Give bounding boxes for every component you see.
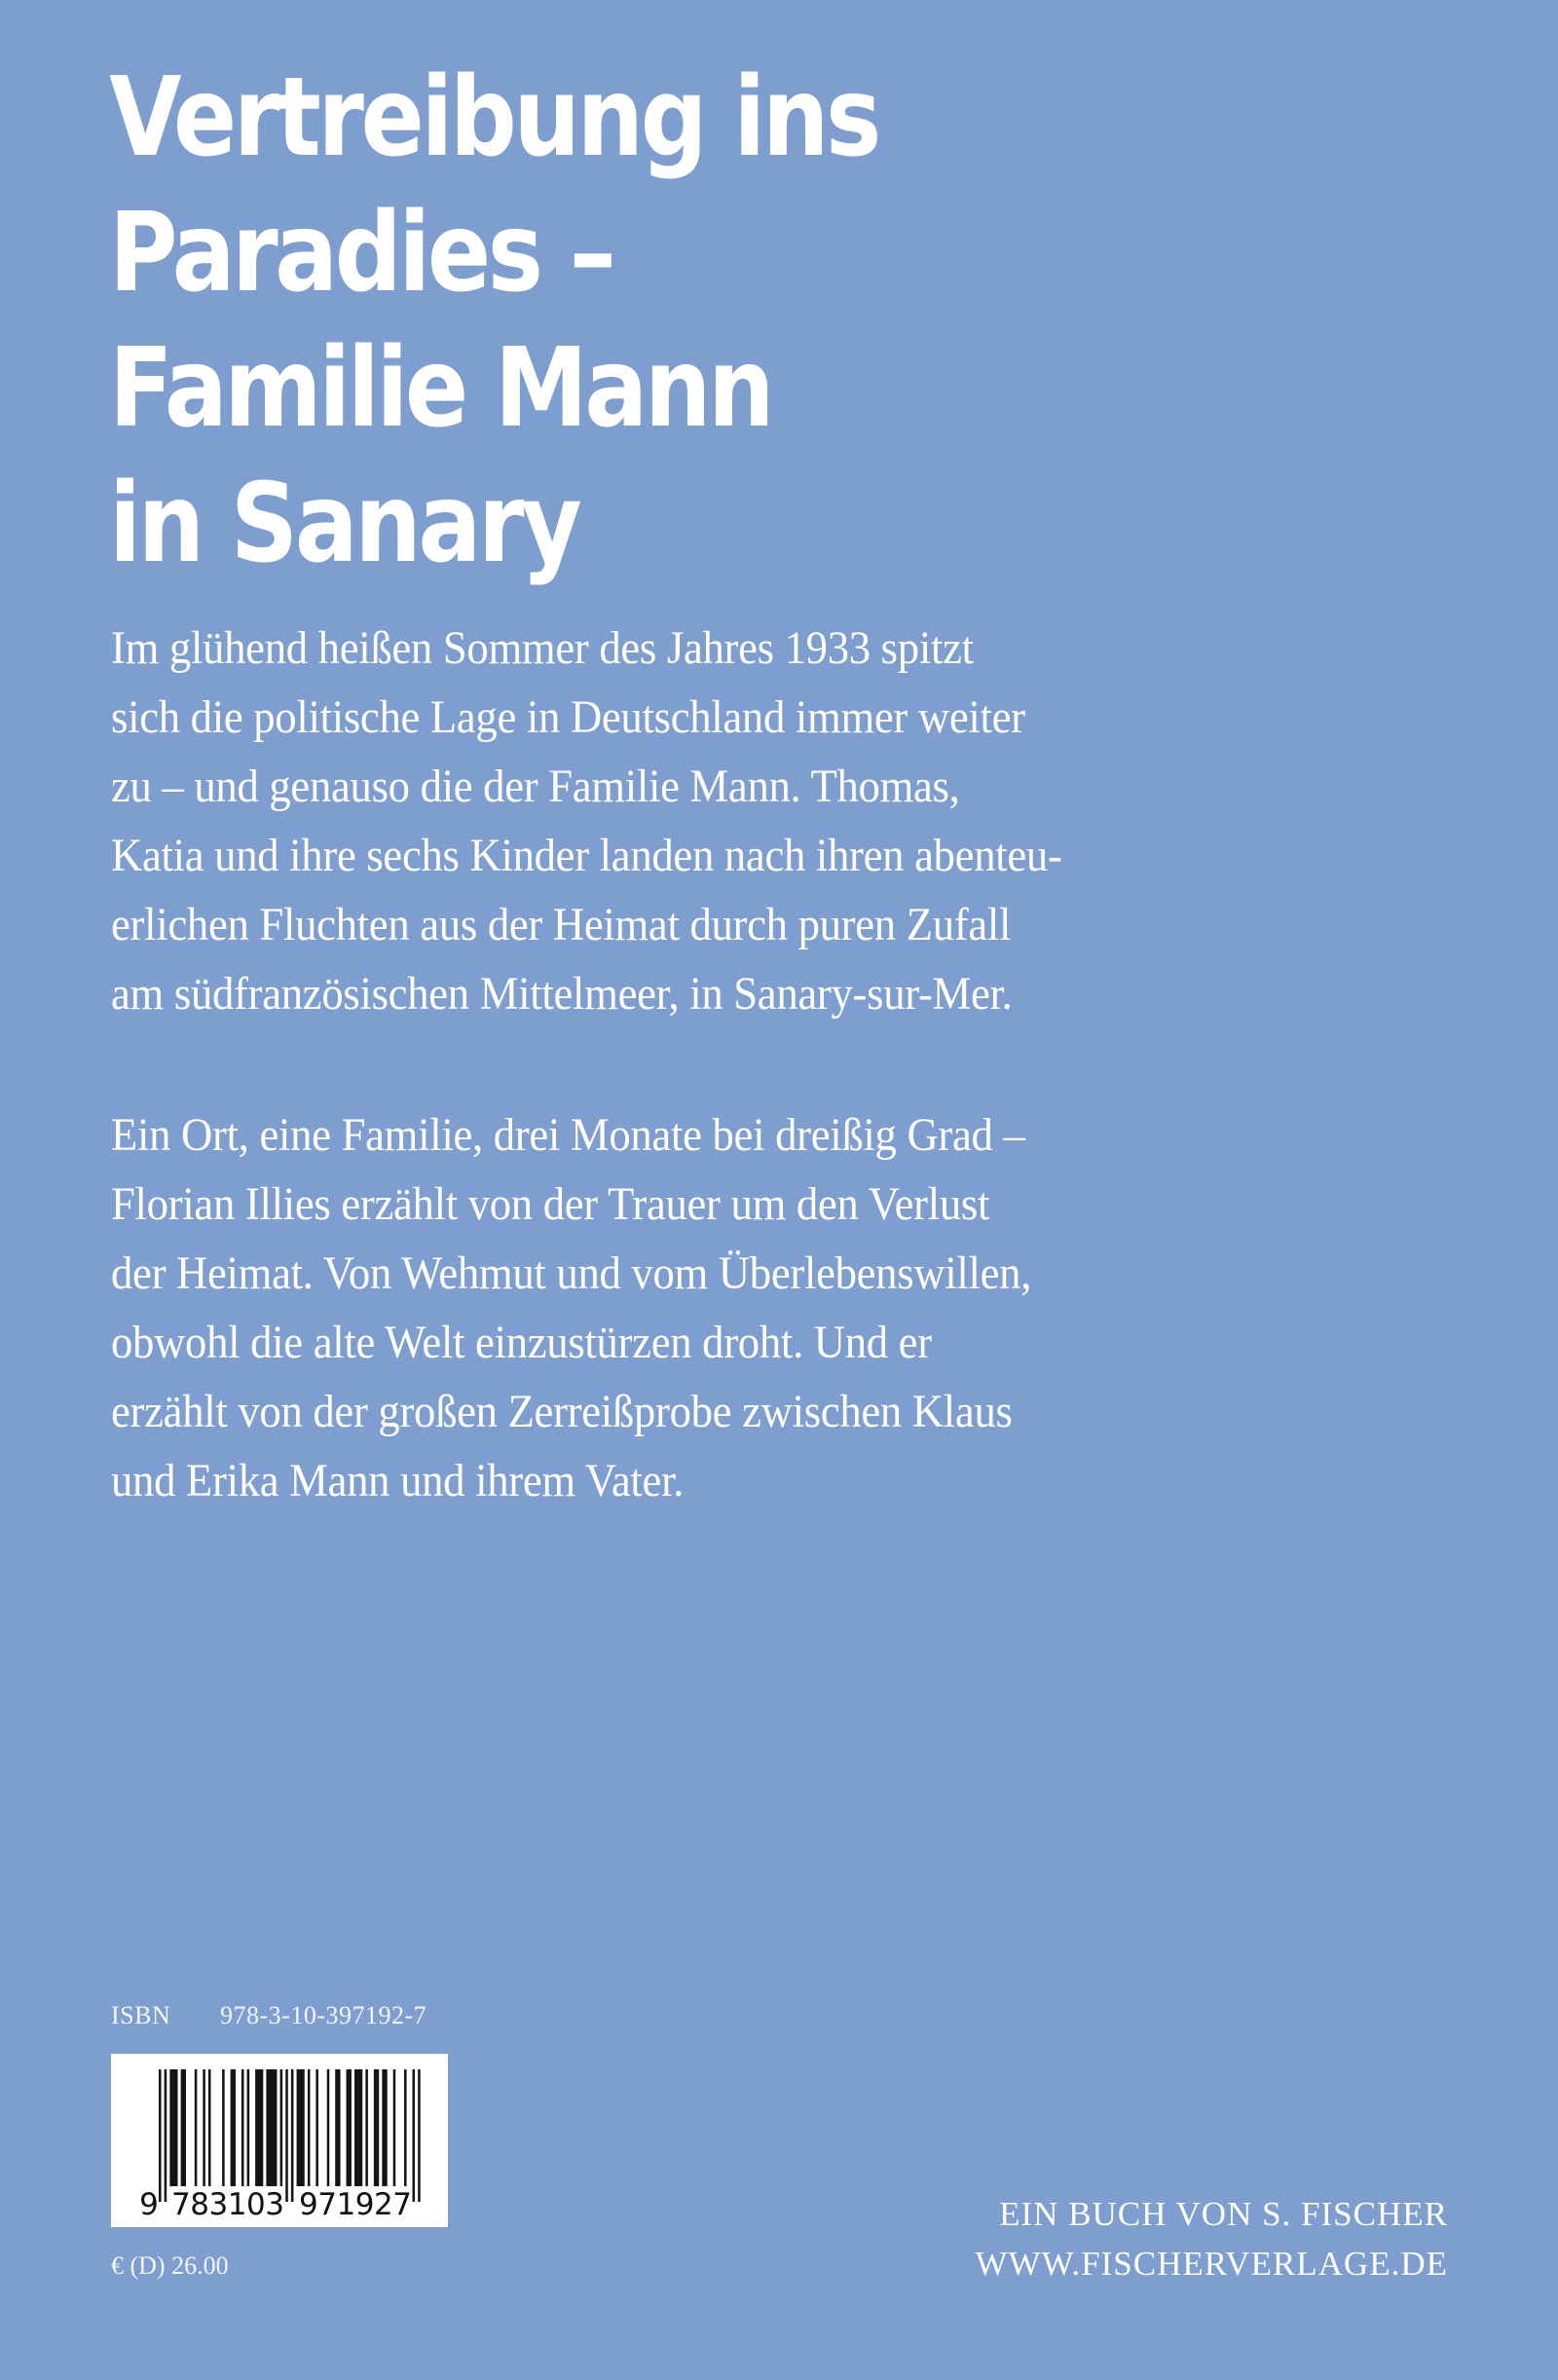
barcode-left-digits: 783103 [171,2187,284,2222]
blurb-line: Ein Ort, eine Familie, drei Monate bei dreißig Grad – [111,1109,1025,1161]
blurb-line: Katia und ihre sechs Kinder landen nach ihren abenteu- [111,830,1062,881]
isbn-number: 978-3-10-397192-7 [220,2001,427,2029]
price: € (D) 26.00 [111,2251,229,2280]
blurb-line: sich die politische Lage in Deutschland immer weiter [111,691,1025,743]
barcode [111,2054,448,2227]
blurb-paragraph-1 [111,614,1379,1028]
barcode-graphic [111,2054,448,2227]
title-line: Familie Mann [109,325,772,452]
blurb-line: und Erika Mann und ihrem Vater. [111,1455,685,1506]
blurb-line: am südfranzösischen Mittelmeer, in Sanary-sur-Mer. [111,968,1013,1020]
title-line: Paradies – [109,190,613,316]
blurb-line: erlichen Fluchten aus der Heimat durch puren Zufall [111,899,1012,950]
barcode-right-digits: 971927 [299,2187,412,2222]
blurb-line: Im glühend heißen Sommer des Jahres 1933 spitzt [111,622,974,674]
blurb-line: erzählt von der großen Zerreißprobe zwischen Klaus [111,1386,1013,1437]
blurb-paragraph-2 [111,1100,1379,1515]
barcode-first-digit: 9 [139,2187,159,2222]
publisher-imprint [976,2189,1449,2288]
title-line: Vertreibung ins [109,55,878,181]
publisher-name: EIN BUCH VON S. FISCHER [999,2195,1448,2233]
isbn-line [111,2001,427,2030]
blurb-line: Florian Illies erzählt von der Trauer um den Verlust [111,1178,990,1230]
barcode-bars [159,2069,421,2202]
book-title [109,51,878,592]
title-line: in Sanary [109,461,579,587]
publisher-website: WWW.FISCHERVERLAGE.DE [975,2245,1448,2283]
blurb-line: obwohl die alte Welt einzustürzen droht. Und er [111,1317,932,1368]
blurb-line: der Heimat. Von Wehmut und vom Überlebenswillen, [111,1247,1032,1299]
isbn-label: ISBN [111,2001,171,2029]
blurb-line: zu – und genauso die der Familie Mann. Thomas, [111,761,960,812]
